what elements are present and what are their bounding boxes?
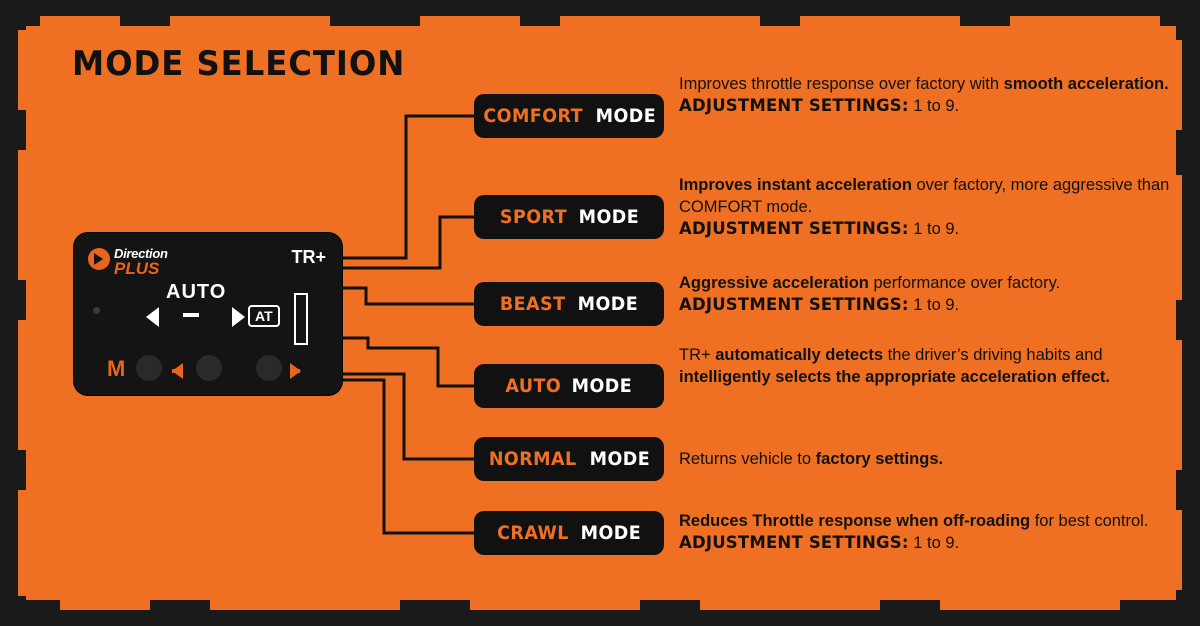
screen-mode-label: AUTO — [166, 281, 227, 303]
desc-text-post: for best control. — [1030, 512, 1149, 530]
minus-icon — [183, 313, 199, 317]
brand-name-top: Direction — [114, 246, 168, 261]
desc-text: TR+ — [679, 346, 716, 364]
arrow-right-icon — [232, 307, 245, 327]
mode-description-normal — [679, 448, 1179, 470]
mode-pill-crawl[interactable] — [474, 511, 664, 555]
mode-pill-comfort[interactable] — [474, 94, 664, 138]
adjustment-label: ADJUSTMENT SETTINGS: — [679, 533, 909, 552]
device-button-down[interactable] — [196, 355, 222, 381]
adjustment-label: ADJUSTMENT SETTINGS: — [679, 295, 909, 314]
desc-text-post: performance over factory. — [868, 274, 1061, 292]
adjustment-value: 1 to 9. — [908, 534, 960, 552]
brand-name-bottom: PLUS — [114, 259, 160, 278]
mode-pill-name: CRAWL — [497, 522, 569, 544]
led-indicator-icon — [93, 307, 100, 314]
desc-text-post: over factory, more aggressive than COMFORT mode. — [679, 176, 1170, 216]
mode-description-crawl — [679, 510, 1179, 554]
page-title: MODE SELECTION — [72, 44, 406, 84]
arrow-circle-icon — [88, 248, 110, 270]
mode-pill-name: BEAST — [500, 293, 566, 315]
mode-description-sport — [679, 174, 1179, 240]
arrow-left-icon — [172, 363, 183, 379]
desc-text: Returns vehicle to — [679, 450, 816, 468]
device-screen — [118, 281, 304, 333]
device-button-mode[interactable] — [136, 355, 162, 381]
mode-description-auto — [679, 344, 1179, 388]
mode-pill-normal[interactable] — [474, 437, 664, 481]
mode-pill-name: AUTO — [505, 375, 561, 397]
arrow-left-icon — [146, 307, 159, 327]
border-bottom — [0, 612, 1200, 626]
mode-pill-auto[interactable] — [474, 364, 664, 408]
mode-description-beast — [679, 272, 1179, 316]
desc-text-bold: smooth acceleration. — [1003, 75, 1169, 93]
adjustment-label: ADJUSTMENT SETTINGS: — [679, 96, 909, 115]
mode-pill-word: MODE — [578, 206, 639, 228]
mode-pill-word: MODE — [589, 448, 650, 470]
mode-description-comfort — [679, 73, 1179, 117]
adjustment-label: ADJUSTMENT SETTINGS: — [679, 219, 909, 238]
border-top — [0, 0, 1200, 14]
border-left — [0, 0, 16, 626]
mode-pill-word: MODE — [595, 105, 657, 127]
desc-text-bold: factory settings. — [815, 450, 944, 468]
level-bar-icon — [294, 293, 308, 345]
device-button-up[interactable] — [256, 355, 282, 381]
mode-pill-name: SPORT — [499, 206, 567, 228]
desc-text-bold: Aggressive acceleration — [679, 274, 869, 292]
mode-button-label: M — [107, 356, 126, 381]
mode-pill-word: MODE — [577, 293, 638, 315]
mode-pill-name: COMFORT — [483, 105, 583, 127]
desc-text-bold: Improves instant acceleration — [679, 176, 912, 194]
mode-pill-word: MODE — [572, 375, 633, 397]
desc-text-bold: Reduces Throttle response when off-roading — [679, 512, 1031, 530]
desc-text: Improves throttle response over factory with — [679, 75, 1004, 93]
border-right — [1186, 0, 1200, 626]
desc-text-bold: automatically detects — [715, 346, 884, 364]
device-brand-logo — [88, 245, 218, 277]
device-model-label: TR+ — [291, 247, 326, 267]
mode-pill-name: NORMAL — [489, 448, 577, 470]
mode-pill-word: MODE — [580, 522, 642, 544]
mode-pill-sport[interactable] — [474, 195, 664, 239]
adjustment-value: 1 to 9. — [908, 220, 960, 238]
adjustment-value: 1 to 9. — [908, 296, 960, 314]
desc-text-post: the driver’s driving habits and — [883, 346, 1103, 364]
arrow-right-icon — [290, 363, 301, 379]
adjustment-value: 1 to 9. — [908, 97, 960, 115]
desc-text-bold-2: intelligently selects the appropriate acceleration effect. — [679, 368, 1110, 386]
throttle-controller-device — [74, 233, 342, 395]
device-button-row — [74, 351, 342, 387]
screen-transmission-label: AT — [248, 305, 280, 327]
mode-pill-beast[interactable] — [474, 282, 664, 326]
